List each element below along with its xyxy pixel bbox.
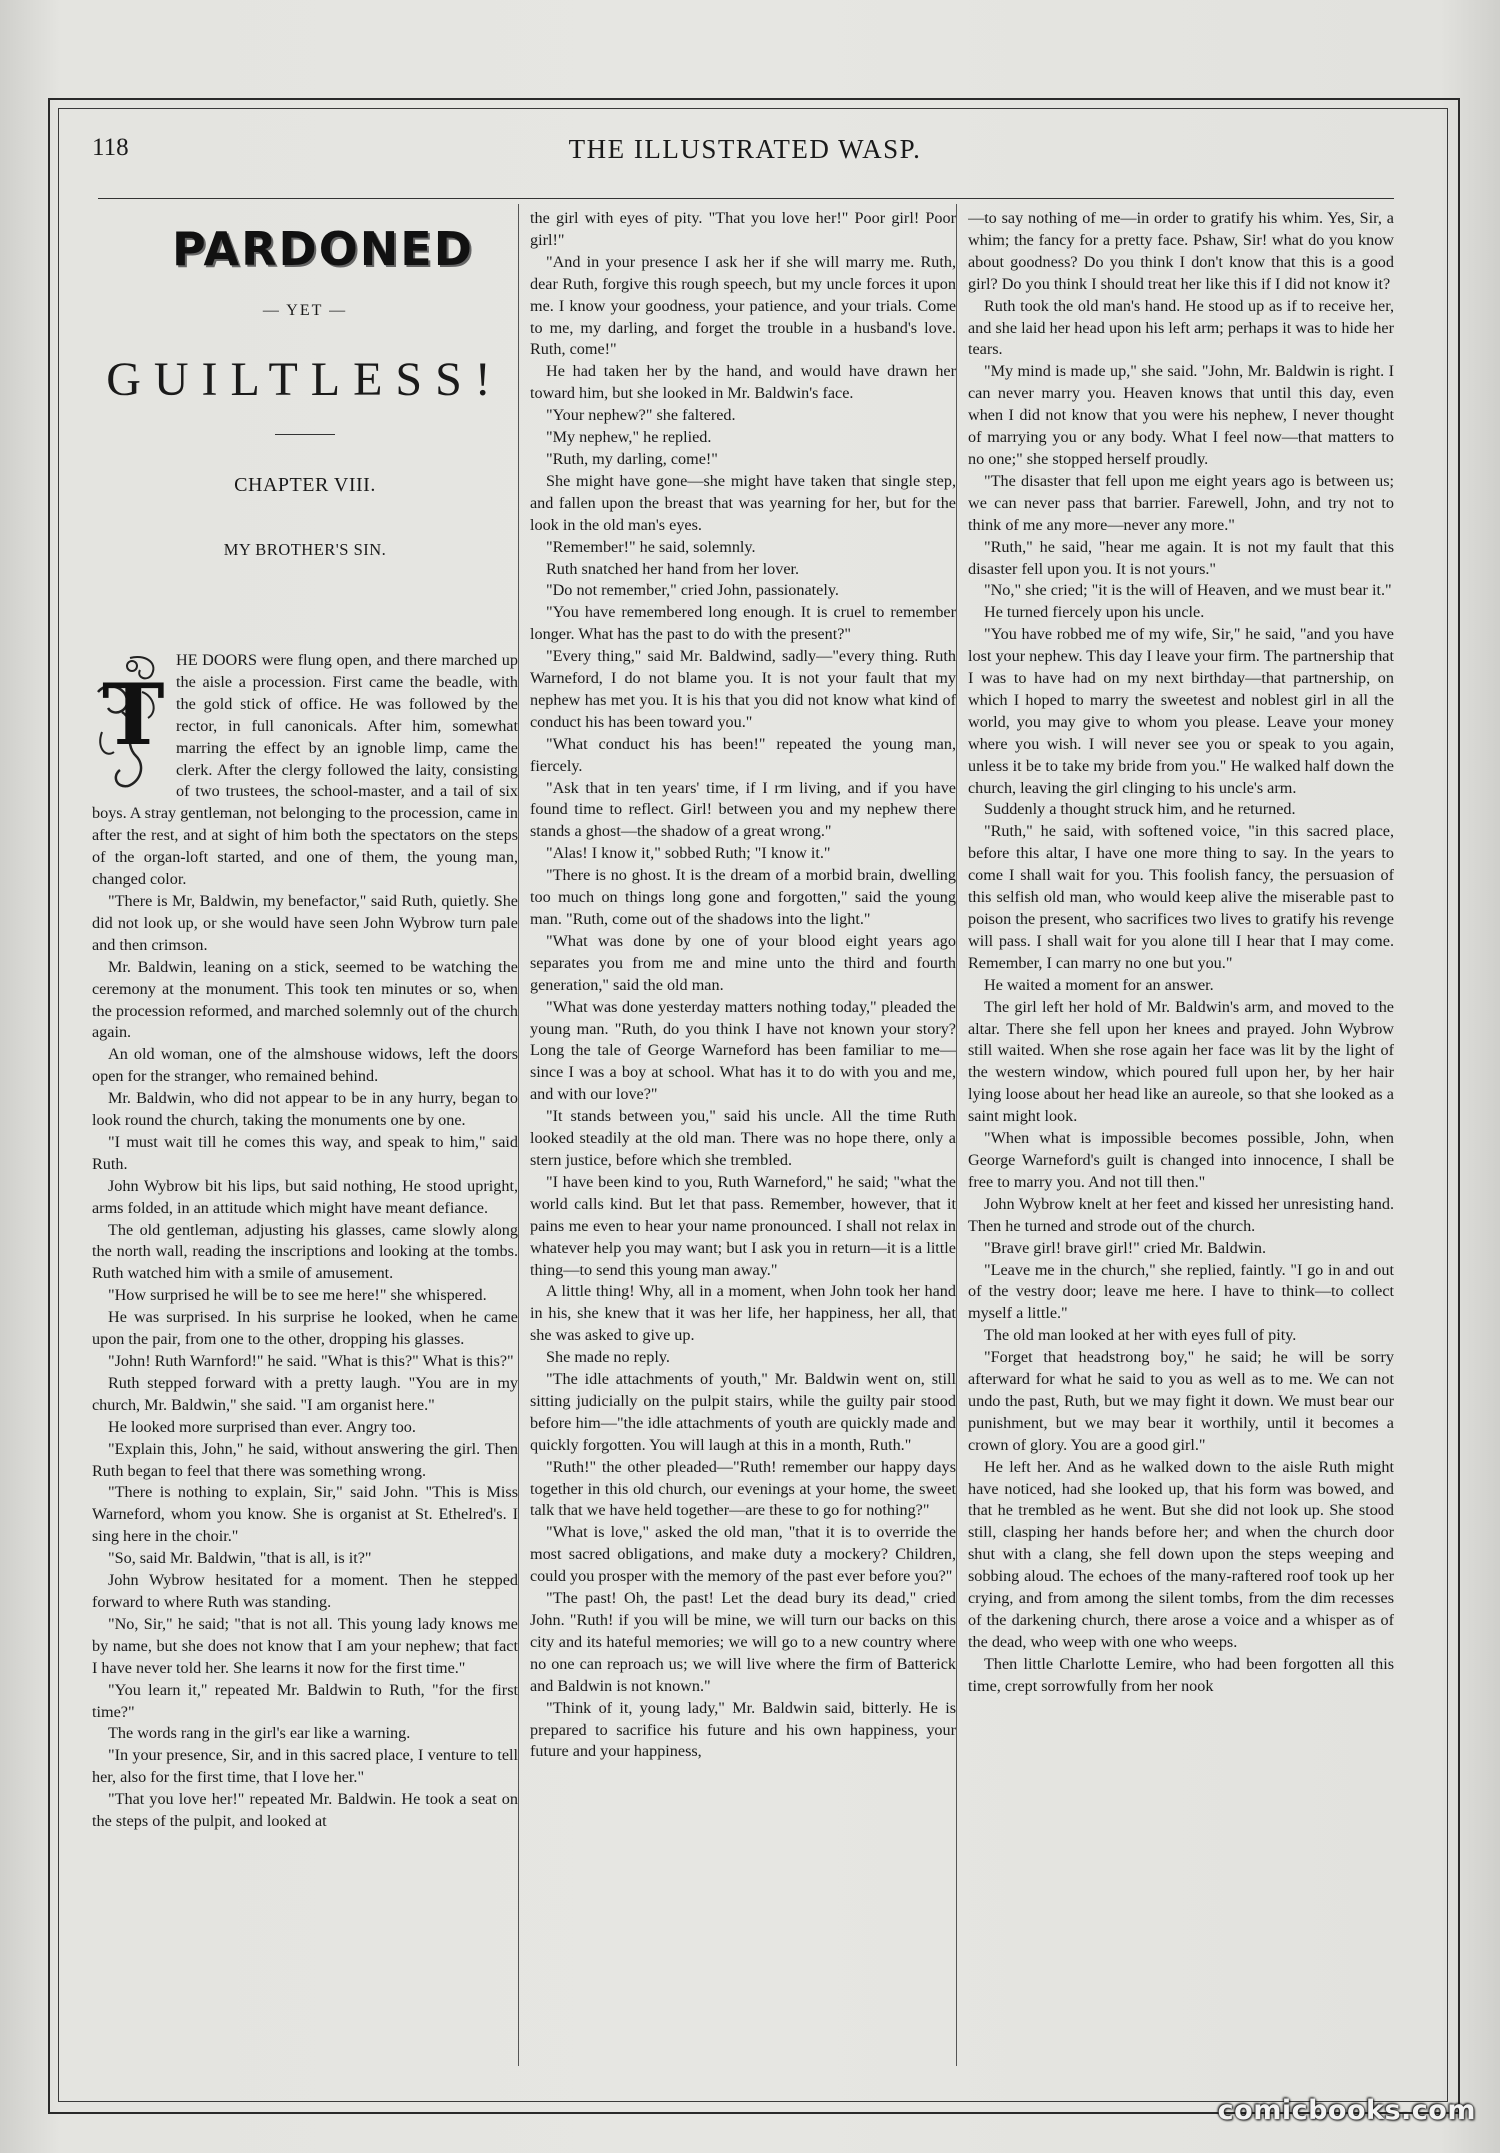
paragraph: "Your nephew?" she faltered. <box>546 406 736 425</box>
paragraph: "Alas! I know it," sobbed Ruth; "I know it." <box>546 844 831 863</box>
paragraph: "Ruth!" the other pleaded—"Ruth! remember our happy days together in this old church, our evenings at your home, the sweet talk that we have held together—are these to go for nothing?" <box>530 1457 956 1520</box>
paragraph: John Wybrow bit his lips, but said nothing, He stood upright, arms folded, in an attitude which might have meant defiance. <box>92 1176 518 1217</box>
paragraph: The old gentleman, adjusting his glasses, came slowly along the north wall, reading the inscriptions and looking at the tombs. Ruth watched him with a smile of amusement. <box>92 1220 518 1283</box>
paragraph: "Explain this, John," he said, without answering the girl. Then Ruth began to feel that there was something wrong. <box>92 1439 518 1480</box>
text-column-1 <box>92 650 518 2070</box>
paragraph: "Do not remember," cried John, passionately. <box>546 581 839 600</box>
text-column-3 <box>968 208 1394 2068</box>
paragraph: "Remember!" he said, solemnly. <box>546 537 756 556</box>
paragraph: "My nephew," he replied. <box>546 428 712 447</box>
paragraph: "Ask that in ten years' time, if I rm living, and if you have found time to reflect. Girl! between you and my nephew there stands a ghost—the shadow of a great wrong." <box>530 778 956 841</box>
paragraph: Mr. Baldwin, who did not appear to be in any hurry, began to look round the church, taking the monuments one by one. <box>92 1089 518 1130</box>
paragraph: "No, Sir," he said; "that is not all. This young lady knows me by name, but she does not know that I am your nephew; that fact I have never told her. She learns it now for the first time." <box>92 1614 518 1677</box>
title-divider <box>275 434 335 435</box>
text-column-2 <box>530 208 956 2068</box>
site-watermark: comicbooks.com <box>1217 2095 1476 2126</box>
paragraph: "There is no ghost. It is the dream of a morbid brain, dwelling too much on things long gone and forgotten," said the young man. "Ruth, come out of the shadows into the light." <box>530 866 956 928</box>
paragraph: Then little Charlotte Lemire, who had been forgotten all this time, crept sorrowfully from her nook <box>968 1654 1394 1695</box>
paragraph: The old man looked at her with eyes full of pity. <box>984 1326 1297 1345</box>
paragraph: Suddenly a thought struck him, and he returned. <box>984 800 1296 819</box>
paragraph: "What was done yesterday matters nothing today," pleaded the young man. "Ruth, do you think I have not known your story? Long the tale of George Warneford has been familiar to me—since I was a boy at school. What has it to do with you and me, and with our love?" <box>530 997 956 1104</box>
paragraph: "The idle attachments of youth," Mr. Baldwin went on, still sitting judicially on the pulpit stairs, while the guilty pair stood before him—"the idle attachments of youth are quickly made and quickly forgotten. You will laugh at this in a month, Ruth." <box>530 1370 956 1454</box>
chapter-heading: CHAPTER VIII. <box>234 474 376 496</box>
paragraph: "What conduct his has been!" repeated the young man, fiercely. <box>530 734 956 775</box>
paragraph: "Ruth, my darling, come!" <box>546 449 718 468</box>
paragraph: "John! Ruth Warnford!" he said. "What is this?" What is this?" <box>108 1352 514 1370</box>
paragraph: "In your presence, Sir, and in this sacred place, I venture to tell her, also for the first time, that I love her." <box>92 1746 518 1787</box>
chapter-subtitle: MY BROTHER'S SIN. <box>223 540 387 559</box>
dropcap-letter: T <box>102 665 165 764</box>
paragraph: She made no reply. <box>546 1348 670 1367</box>
paragraph: "So, said Mr. Baldwin, "that is all, is it?" <box>108 1549 372 1568</box>
paragraph: "When what is impossible becomes possible, John, when George Warneford's guilt is changed into innocence, I shall be free to marry you. And not till then." <box>968 1129 1394 1191</box>
paragraph: "You have robbed me of my wife, Sir," he said, "and you have lost your nephew. This day I leave your firm. The partnership that I was to have had on my next birthday—that partnership, on which I hoped to marry the sweetest and noblest girl in all the world, you may give to whom you please. Leave your money where you wish. I will never see you or speak to you again, unless it be to take my bride from you." He walked half down the church, leaving the girl clinging to his uncle's arm. <box>968 625 1394 797</box>
paragraph: "The disaster that fell upon me eight years ago is between us; we can never pass that barrier. Farewell, John, and try not to think of me any more—never any more." <box>968 471 1394 534</box>
paragraph: "Brave girl! brave girl!" cried Mr. Baldwin. <box>984 1238 1267 1257</box>
paragraph: "What is love," asked the old man, "that it is to override the most sacred obligations, and make duty a mockery? Children, could you prosper with the memory of the past ever before you?" <box>530 1523 956 1586</box>
paragraph: Ruth snatched her hand from her lover. <box>546 559 800 578</box>
column-divider <box>956 204 957 2066</box>
paragraph: HE DOORS were flung open, and there marched up the aisle a procession. First came the beadle, with the gold stick of office. He was followed by the rector, in full canonicals. After him, somewhat marring the effect by an ignoble limp, came the clerk. After the clergy followed the laity, consisting of two trustees, the school-master, and a tail of six boys. A stray gentleman, not belonging to the procession, came in after the rest, and at sight of him both the spectators on the steps of the organ-loft started, and one of them, the young man, changed color. <box>92 651 518 889</box>
paragraph: He looked more surprised than ever. Angry too. <box>108 1417 416 1436</box>
paragraph: "The past! Oh, the past! Let the dead bury its dead," cried John. "Ruth! if you will be mine, we will turn our backs on this city and its hateful memories; we will go to a new country where no one can reproach us; we will live where the firm of Batterick and Baldwin is not known." <box>530 1589 956 1695</box>
paragraph: He had taken her by the hand, and would have drawn her toward him, but she looked in Mr. Baldwin's face. <box>530 362 956 403</box>
paragraph: "Leave me in the church," she replied, faintly. "I go in and out of the vestry door; leave me here. I have to think—to collect myself a little." <box>968 1260 1394 1323</box>
paragraph: Ruth took the old man's hand. He stood up as if to receive her, and she laid her head upon his left arm; perhaps it was to hide her tears. <box>968 296 1394 359</box>
paragraph: "There is nothing to explain, Sir," said John. "This is Miss Warneford, whom you know. She is organist at St. Ethelred's. I sing here in the choir." <box>92 1483 518 1546</box>
paragraph: "Ruth," he said, with softened voice, "in this sacred place, before this altar, I have one more thing to say. In the years to come I shall wait for you. This foolish fancy, the persuasion of this selfish old man, who would keep alive the miserable past to poison the present, who sacrifices two lives to gratify his revenge will pass. I shall wait for you alone till I hear that I may come. Remember, I can marry no one but you." <box>968 822 1394 972</box>
title-connector: — YET — <box>262 302 348 319</box>
paragraph: An old woman, one of the almshouse widows, left the doors open for the stranger, who remained behind. <box>92 1045 518 1086</box>
title-guiltless: GUILTLESS! <box>106 353 504 406</box>
paragraph: She might have gone—she might have taken that single step, and fallen upon the breast that was yearning for her, but for the look in the old man's eyes. <box>530 471 956 534</box>
paragraph: The words rang in the girl's ear like a warning. <box>108 1724 411 1743</box>
paragraph: John Wybrow hesitated for a moment. Then he stepped forward to where Ruth was standing. <box>92 1571 518 1611</box>
paragraph: John Wybrow knelt at her feet and kissed her unresisting hand. Then he turned and strode out of the church. <box>968 1194 1394 1235</box>
paragraph: "I have been kind to you, Ruth Warneford," he said; "what the world calls kind. But let that pass. Remember, however, that it pains me even to hear your name pronounced. I shall not relax in whatever help you may want; but I ask you in return—it is a little thing—to send this young man away." <box>530 1172 956 1279</box>
paragraph: "Every thing," said Mr. Baldwind, sadly—"every thing. Ruth Warneford, I do not blame you. It is not your fault that my nephew has met you. It is his that you did not know what kind of conduct his has been toward you." <box>530 647 956 731</box>
column-divider <box>518 204 519 2066</box>
paragraph: —to say nothing of me—in order to gratify his whim. Yes, Sir, a whim; the fancy for a pretty face. Pshaw, Sir! what do you know about goodness? Do you think I don't know that this is a good girl? Do you think I should treat her like this if I did not know it? <box>968 209 1394 293</box>
paragraph: He turned fiercely upon his uncle. <box>984 603 1205 622</box>
paragraph: Ruth stepped forward with a pretty laugh. "You are in my church, Mr. Baldwin," she said. "I am organist here." <box>92 1373 518 1414</box>
paragraph: The girl left her hold of Mr. Baldwin's arm, and moved to the altar. There she fell upon her knees and prayed. John Wybrow still waited. When she rose again her face was lit by the light of the western window, which poured full upon her, by her hair lying loose about her head like an aureole, so that she looked as a saint might look. <box>968 997 1394 1126</box>
paragraph: "I must wait till he comes this way, and speak to him," said Ruth. <box>92 1132 518 1173</box>
paragraph: "There is Mr, Baldwin, my benefactor," said Ruth, quietly. She did not look up, or she would have seen John Wybrow turn pale and then crimson. <box>92 891 518 954</box>
paragraph: "My mind is made up," she said. "John, Mr. Baldwin is right. I can never marry you. Heaven knows that until this day, even when I did not know that you were his nephew, I never thought of marrying you or any body. What I feel now—that matters to no one;" she stopped herself proudly. <box>968 362 1394 468</box>
running-title: THE ILLUSTRATED WASP. <box>568 134 922 164</box>
paragraph: the girl with eyes of pity. "That you love her!" Poor girl! Poor girl!" <box>530 209 956 249</box>
paragraph: "What was done by one of your blood eight years ago separates you from me and mine unto the third and fourth generation," said the old man. <box>530 931 956 994</box>
paragraph: "No," she cried; "it is the will of Heaven, and we must bear it." <box>984 581 1392 600</box>
page-number: 118 <box>92 134 129 161</box>
paragraph: He waited a moment for an answer. <box>984 975 1214 994</box>
paragraph: A little thing! Why, all in a moment, when John took her hand in his, she knew that it was her life, her happiness, her all, that she was asked to give up. <box>530 1282 956 1345</box>
paragraph: "Forget that headstrong boy," he said; he will be sorry afterward for what he said to you as well as to me. We can not undo the past, Ruth, but we may fight it down. We must bear our punishment, but we may bear it worthily, until it becomes a crown of glory. You are a good girl." <box>968 1348 1394 1454</box>
paragraph: He left her. And as he walked down to the aisle Ruth might have noticed, had she looked up, that his form was bowed, and that he trembled as he went. But she did not look up. She stood still, clasping her hands before her; and when the church door shut with a clang, she fell down upon the steps weeping and sobbing aloud. The echoes of the many-raftered roof took up her crying, and from among the silent tombs, from the dim recesses of the darkening church, there arose a voice and a whisper as of the dead, who weep with one who weeps. <box>968 1457 1394 1651</box>
header-rule <box>98 198 1394 199</box>
paragraph: He was surprised. In his surprise he looked, when he came upon the pair, from one to the other, dropping his glasses. <box>92 1308 518 1349</box>
paragraph: "It stands between you," said his uncle. All the time Ruth looked steadily at the old man. There was no hope there, only a stern justice, before which she trembled. <box>530 1107 956 1169</box>
title-pardoned: PARDONED <box>172 222 474 276</box>
paragraph: "And in your presence I ask her if she will marry me. Ruth, dear Ruth, forgive this rough speech, but my uncle forces it upon me. I know your goodness, your patience, and your trials. Come to me, my darling, and forget the trouble in a husband's love. Ruth, come!" <box>530 252 956 359</box>
story-title-block <box>92 212 518 632</box>
paragraph: "That you love her!" repeated Mr. Baldwin. He took a seat on the steps of the pulpit, and looked at <box>92 1790 518 1831</box>
ornamental-dropcap <box>92 652 168 792</box>
paragraph: "You learn it," repeated Mr. Baldwin to Ruth, "for the first time?" <box>92 1680 518 1721</box>
page-header <box>92 134 1398 174</box>
paragraph: "How surprised he will be to see me here!" she whispered. <box>108 1286 487 1305</box>
paragraph: Mr. Baldwin, leaning on a stick, seemed to be watching the ceremony at the monument. This took ten minutes or so, when the procession reformed, and marched solemnly out of the church again. <box>92 957 518 1042</box>
paragraph: "Ruth," he said, "hear me again. It is not my fault that this disaster fell upon you. It is not yours." <box>968 537 1394 578</box>
paragraph: "Think of it, young lady," Mr. Baldwin said, bitterly. He is prepared to sacrifice his future and his own happiness, your future and your happiness, <box>530 1698 956 1761</box>
paragraph: "You have remembered long enough. It is cruel to remember longer. What has the past to do with the present?" <box>530 603 956 644</box>
